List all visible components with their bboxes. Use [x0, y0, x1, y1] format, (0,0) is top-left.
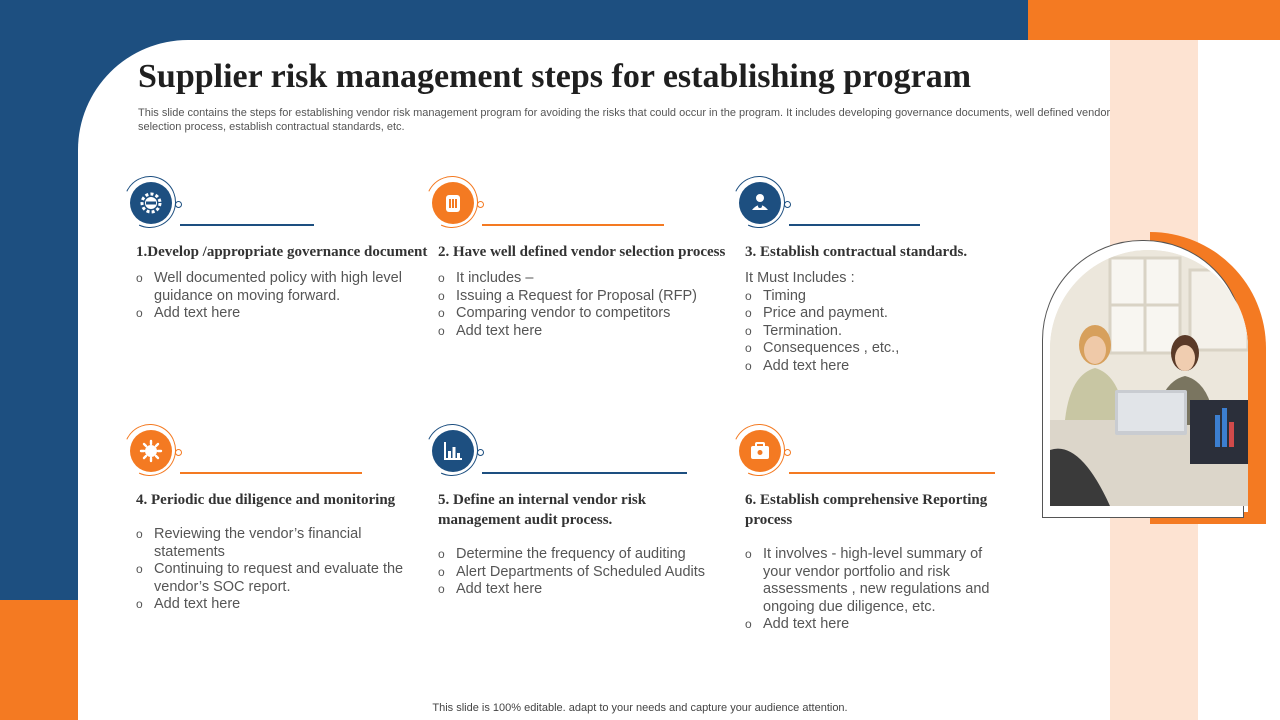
list-item: o Add text here [438, 323, 730, 341]
step-list [128, 526, 428, 614]
step-divider [789, 224, 920, 226]
step-title: 2. Have well defined vendor selection process [438, 244, 726, 260]
list-item: o Alert Departments of Scheduled Audits [438, 564, 730, 582]
governance-gear-icon [130, 182, 172, 224]
slide-footer: This slide is 100% editable. adapt to your needs and capture your audience attention. [432, 702, 848, 714]
step-title: 3. Establish contractual standards. [745, 244, 968, 260]
list-item: o Comparing vendor to competitors [438, 305, 730, 323]
step-list [128, 270, 428, 323]
step-list [430, 270, 730, 340]
step-title: 4. Periodic due diligence and monitoring [136, 492, 396, 508]
list-item: o Price and payment. [745, 305, 1037, 323]
due-diligence-icon [130, 430, 172, 472]
step-list [737, 546, 1007, 634]
list-item: o Consequences , etc., [745, 340, 1037, 358]
list-item: o Well documented policy with high level guidance on moving forward. [136, 270, 428, 305]
step-card-3 [737, 180, 1037, 376]
list-item: o Continuing to request and evaluate the vendor’s SOC report. [136, 561, 428, 596]
slide-title: Supplier risk management steps for establishing program [138, 58, 972, 95]
step-title: 5. Define an internal vendor risk management audit process. [438, 492, 647, 528]
list-item: o Add text here [136, 596, 428, 614]
step-lead: It Must Includes : [745, 270, 855, 286]
step-card-5 [430, 428, 730, 599]
step-card-1 [128, 180, 428, 323]
list-item: o Add text here [745, 358, 1037, 376]
step-title: 6. Establish comprehensive Reporting process [745, 492, 988, 528]
list-item: o Add text here [745, 616, 1007, 634]
audit-chart-icon [432, 430, 474, 472]
vendor-selection-icon [432, 182, 474, 224]
list-item: o Timing [745, 288, 1037, 306]
step-divider [482, 472, 687, 474]
step-divider [482, 224, 664, 226]
contract-standards-icon [739, 182, 781, 224]
list-item: o Add text here [136, 305, 428, 323]
background-orange-top-right [1028, 0, 1280, 40]
step-card-6 [737, 428, 1007, 634]
step-divider [180, 224, 314, 226]
list-item: o It involves - high-level summary of your vendor portfolio and risk assessments , new regulations and ongoing due diligence, etc. [745, 546, 1007, 616]
step-card-2 [430, 180, 730, 340]
business-meeting-photo [1050, 250, 1248, 506]
step-card-4 [128, 428, 428, 614]
step-list [737, 288, 1037, 376]
step-divider [789, 472, 995, 474]
list-item: o Termination. [745, 323, 1037, 341]
step-title: 1.Develop /appropriate governance document [136, 244, 428, 260]
step-divider [180, 472, 362, 474]
step-list [430, 546, 730, 599]
list-item: o It includes – [438, 270, 730, 288]
slide-subtitle: This slide contains the steps for establishing vendor risk management program for avoiding the risks that could occur in the program. It includes developing governance documents, well defined vendor selection process, establish contractual standards, etc. [138, 107, 1111, 133]
list-item: o Add text here [438, 581, 730, 599]
list-item: o Reviewing the vendor’s financial statements [136, 526, 428, 561]
reporting-briefcase-icon [739, 430, 781, 472]
list-item: o Determine the frequency of auditing [438, 546, 730, 564]
list-item: o Issuing a Request for Proposal (RFP) [438, 288, 730, 306]
